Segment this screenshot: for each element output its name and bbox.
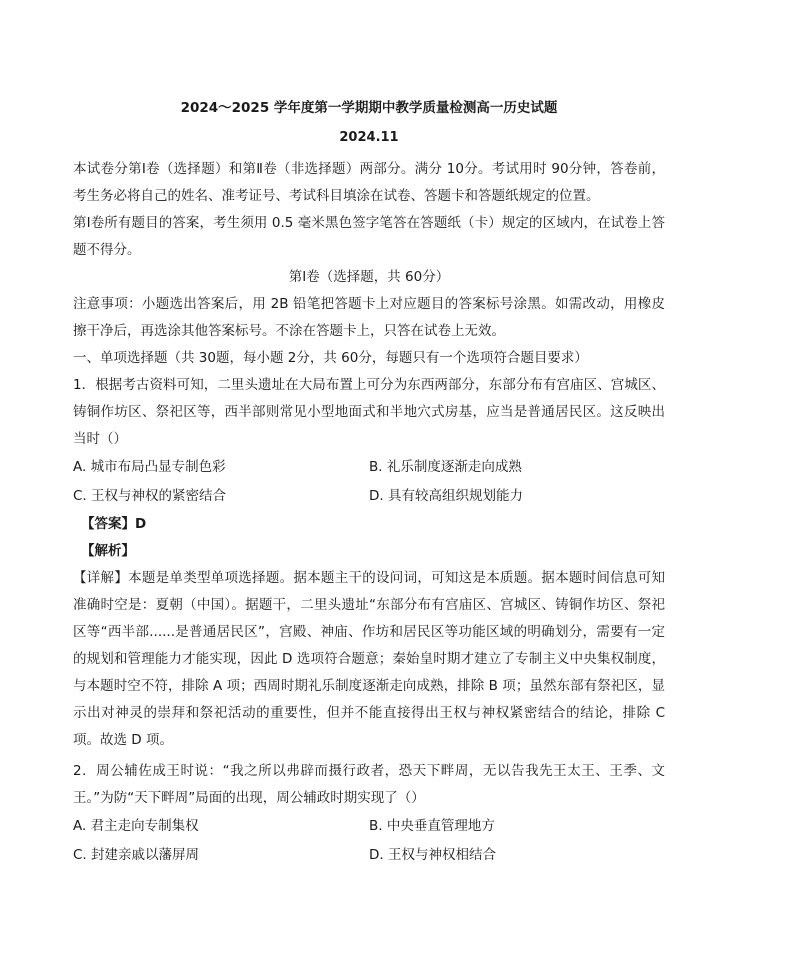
part-heading: 一、单项选择题（共 30题，每小题 2分，共 60分，每题只有一个选项符合题目要求） [73, 350, 588, 366]
intro-paragraph: 本试卷分第Ⅰ卷（选择题）和第Ⅱ卷（非选择题）两部分。满分 10分。考试用时 90分钟，答卷前，考生务必将自己的姓名、准考证号、考试科目填涂在试卷、答题卡和答题纸规定的位置。 [73, 161, 665, 204]
option-c: C. 封建亲戚以藩屏周 [73, 847, 200, 863]
option-a: A. 君主走向专制集权 [73, 818, 199, 834]
question-stem: 1．根据考古资料可知，二里头遗址在大局布置上可分为东西两部分，东部分布有宫庙区、宫城区、铸铜作坊区、祭祀区等，西半部则常见小型地面式和半地穴式房基，应当是普通居民区。这反映出当时（） [73, 377, 665, 447]
exam-title: 2024～2025 学年度第一学期期中教学质量检测高一历史试题 [180, 100, 558, 116]
options-list [73, 453, 665, 511]
answer: 【答案】D [81, 516, 147, 532]
exam-date: 2024.11 [339, 130, 399, 145]
option-b: B. 礼乐制度逐渐走向成熟 [369, 459, 522, 475]
options-list [73, 812, 665, 870]
exam-page [73, 96, 665, 870]
detail-explanation: 【详解】本题是单类型单项选择题。据本题主干的设问词，可知这是本质题。据本题时间信息可知准确时空是：夏朝（中国）。据题干，二里头遗址“东部分布有宫庙区、宫城区、铸铜作坊区、祭祀区等“西半部......是普通居民区”，宫殿、神庙、作坊和居民区等功能区域的明确划分，需要有一定的规划和管理能力才能实现，因此 D 选项符合题意；秦始皇时期才建立了专制主义中央集权制度，与本题时空不符，排除 A 项；西周时期礼乐制度逐渐走向成熟，排除 B 项；虽然东部有祭祀区，显示出对神灵的崇拜和祭祀活动的重要性，但并不能直接得出王权与神权紧密结合的结论，排除 C 项。故选 D 项。 [73, 570, 665, 748]
option-d: D. 王权与神权相结合 [369, 847, 496, 863]
option-b: B. 中央垂直管理地方 [369, 818, 495, 834]
option-d: D. 具有较高组织规划能力 [369, 488, 523, 504]
question-stem: 2．周公辅佐成王时说：“我之所以弗辟而摄行政者，恐天下畔周，无以告我先王太王、王季、文王。”为防“天下畔周”局面的出现，周公辅政时期实现了（） [73, 763, 665, 806]
option-c: C. 王权与神权的紧密结合 [73, 488, 227, 504]
section-title: 第Ⅰ卷（选择题，共 60分） [288, 269, 450, 285]
notice: 注意事项：小题选出答案后，用 2B 铅笔把答题卡上对应题目的答案标号涂黑。如需改动，用橡皮擦干净后，再选涂其他答案标号。不涂在答题卡上，只答在试卷上无效。 [73, 296, 665, 339]
option-a: A. 城市布局凸显专制色彩 [73, 459, 226, 475]
analysis-label: 【解析】 [81, 543, 135, 559]
intro-paragraph: 第Ⅰ卷所有题目的答案，考生须用 0.5 毫米黑色签字笔答在答题纸（卡）规定的区域内，在试卷上答题不得分。 [73, 215, 665, 258]
